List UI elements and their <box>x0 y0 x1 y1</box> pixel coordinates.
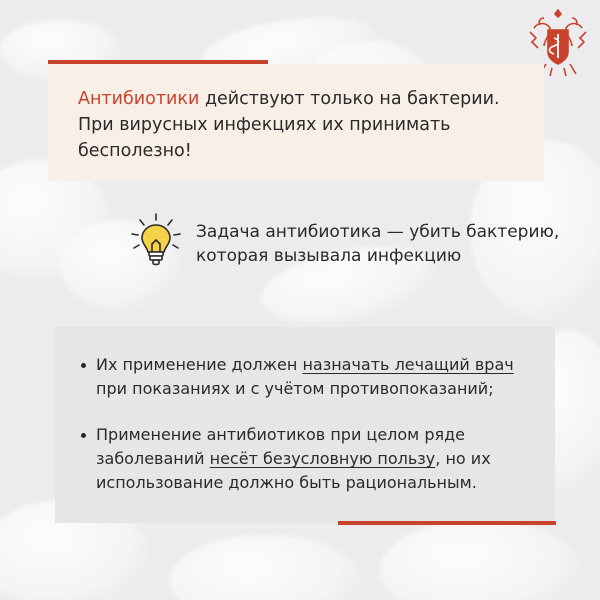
list-item: Применение антибиотиков при целом ряде заболеваний несёт безусловную пользу, но их использование должно быть рациональным. <box>79 423 549 495</box>
tip-block <box>128 212 568 272</box>
card2-accent-bar <box>338 521 556 525</box>
list-item: Их применение должен назначать лечащий врач при показаниях и с учётом противопоказаний; <box>79 353 549 401</box>
antibiotics-info-text: Антибиотики действуют только на бактерии. При вирусных инфекциях их принимать бесполезно! <box>78 89 500 161</box>
antibiotics-info-card <box>48 64 544 181</box>
tip-text: Задача антибиотика — убить бактерию, которая вызывала инфекцию <box>196 222 560 266</box>
usage-rules-list <box>79 353 549 517</box>
accent-word: Антибиотики <box>78 89 200 109</box>
usage-rules-card <box>55 327 555 523</box>
lightbulb-icon <box>128 212 184 272</box>
